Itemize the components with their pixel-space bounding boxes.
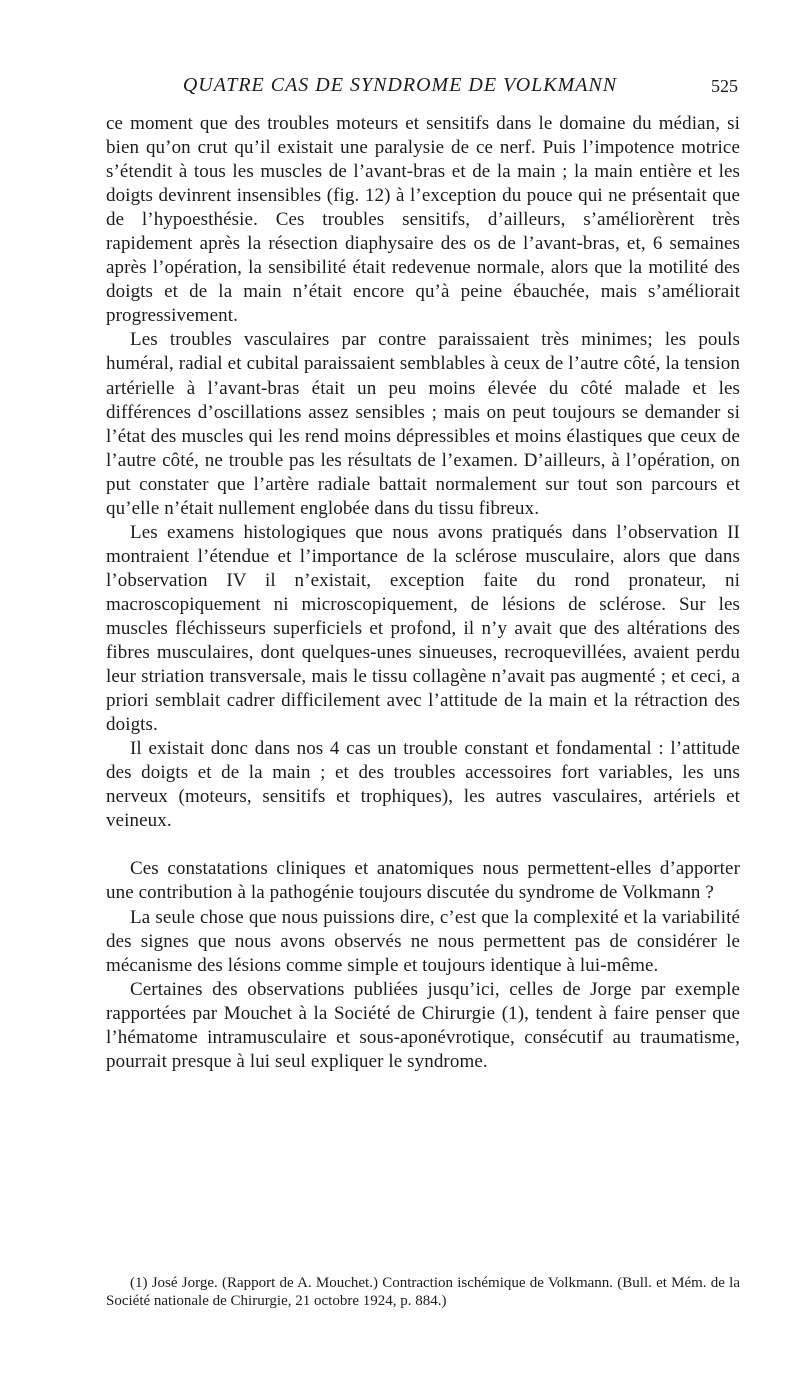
page-header [0,74,800,104]
footnote: (1) José Jorge. (Rapport de A. Mouchet.) Contraction ischémique de Volkmann. (Bull. et Mém. de la Société nationale de Chirurgie, 21 octobre 1924, p. 884.) [106,1275,740,1309]
body-text [106,112,740,1074]
paragraph-2: Les troubles vasculaires par contre paraissaient très minimes; les pouls huméral, radial et cubital paraissaient semblables à ceux de l’autre côté, la tension artérielle à l’avant-bras était un peu moins élevée du côté malade et les différences d’oscillations assez sensibles ; mais on peut toujours se demander si l’état des muscles qui les rend moins dépressibles et moins élastiques que ceux de l’autre côté, ne trouble pas les résultats de l’examen. D’ailleurs, à l’opération, on put constater que l’artère radiale battait normalement sur tout son parcours et qu’elle n’était nullement englobée dans du tissu fibreux. [106,329,740,519]
page-number: 525 [711,76,738,96]
paragraph-6: La seule chose que nous puissions dire, c’est que la complexité et la variabilité des signes que nous avons observés ne nous permettent pas de considérer le mécanisme des lésions comme simple et toujours identique à lui-même. [106,906,740,976]
running-title: QUATRE CAS DE SYNDROME DE VOLKMANN [182,74,618,96]
paragraph-4: Il existait donc dans nos 4 cas un trouble constant et fondamental : l’attitude des doigts et de la main ; et des troubles accessoires fort variables, les uns nerveux (moteurs, sensitifs et trophiques), les autres vasculaires, artériels et veineux. [106,738,740,832]
paragraph-5: Ces constatations cliniques et anatomiques nous permettent-elles d’apporter une contribution à la pathogénie toujours discutée du syndrome de Volkmann ? [106,858,740,904]
paragraph-7: Certaines des observations publiées jusqu’ici, celles de Jorge par exemple rapportées par Mouchet à la Société de Chirurgie (1), tendent à faire penser que l’hématome intramusculaire et sous-aponévrotique, consécutif au traumatisme, pourrait presque à lui seul expliquer le syndrome. [106,978,740,1072]
paragraph-1: ce moment que des troubles moteurs et sensitifs dans le domaine du médian, si bien qu’on crut qu’il existait une paralysie de ce nerf. Puis l’impotence motrice s’étendit à tous les muscles de l’avant-bras et de la main ; la main entière et les doigts devinrent insensibles (fig. 12) à l’exception du pouce qui ne présentait que de l’hypoesthésie. Ces troubles sensitifs, d’ailleurs, s’améliorèrent très rapidement après la résection diaphysaire des os de l’avant-bras, et, 6 semaines après l’opération, la sensibilité était redevenue normale, alors que la motilité des doigts et de la main n’était encore qu’à peine ébauchée, mais s’améliorait progressivement. [106,113,740,327]
paragraph-3: Les examens histologiques que nous avons pratiqués dans l’observation II montraient l’étendue et l’importance de la sclérose musculaire, alors que dans l’observation IV il n’existait, exception faite du rond pronateur, ni macroscopiquement ni microscopiquement, de lésions de sclérose. Sur les muscles fléchisseurs superficiels et profond, il n’y avait que des altérations des fibres musculaires, dont quelques-unes sinueuses, recroquevillées, avaient perdu leur striation transversale, mais le tissu collagène n’avait pas augmenté ; et ceci, a priori semblait cadrer difficilement avec l’attitude de la main et la rétraction des doigts. [106,521,740,736]
